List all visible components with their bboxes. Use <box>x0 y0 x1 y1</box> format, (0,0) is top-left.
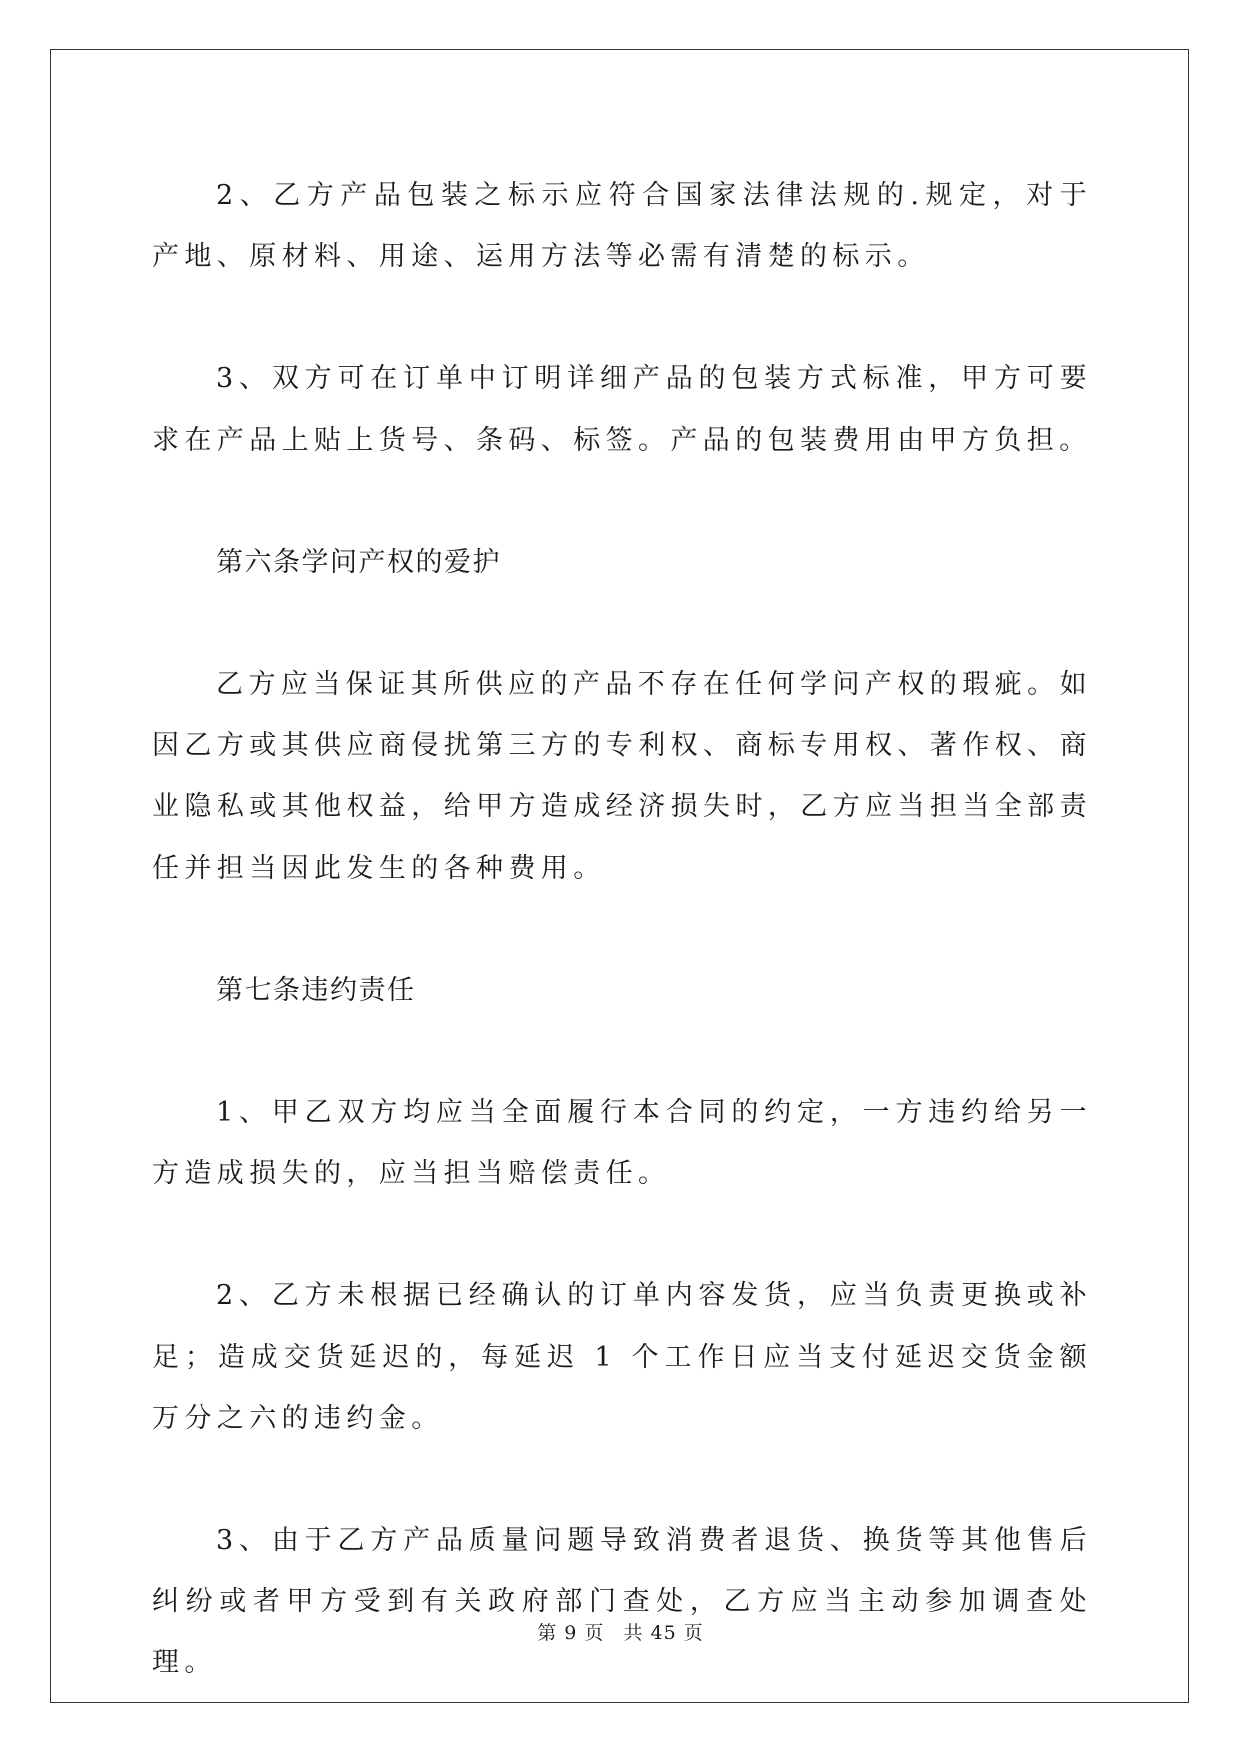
document-body <box>152 165 1092 1755</box>
paragraph-ip-guarantee: 乙方应当保证其所供应的产品不存在任何学问产权的瑕疵。如因乙方或其供应商侵扰第三方的专利权、商标专用权、著作权、商业隐私或其他权益，给甲方造成经济损失时，乙方应当担当全部责任并担当因此发生的各种费用。 <box>152 669 1092 884</box>
paragraph-breach-delivery: 2、乙方未根据已经确认的订单内容发货，应当负责更换或补足；造成交货延迟的，每延迟 1 个工作日应当支付延迟交货金额万分之六的违约金。 <box>152 1280 1092 1434</box>
page-total: 共 45 页 <box>623 1622 704 1644</box>
paragraph-packaging-standard: 3、双方可在订单中订明详细产品的包装方式标准，甲方可要求在产品上贴上货号、条码、标签。产品的包装费用由甲方负担。 <box>152 363 1092 456</box>
section-heading-ip: 第六条学问产权的爱护 <box>216 546 501 578</box>
paragraph-packaging-labeling: 2、乙方产品包装之标示应符合国家法律法规的.规定，对于产地、原材料、用途、运用方法等必需有清楚的标示。 <box>152 180 1092 273</box>
paragraph-breach-quality: 3、由于乙方产品质量问题导致消费者退货、换货等其他售后纠纷或者甲方受到有关政府部门查处，乙方应当主动参加调查处理。 <box>152 1525 1092 1679</box>
paragraph-breach-general: 1、甲乙双方均应当全面履行本合同的约定，一方违约给另一方造成损失的，应当担当赔偿责任。 <box>152 1097 1092 1190</box>
section-heading-breach: 第七条违约责任 <box>216 974 416 1006</box>
page-number: 第 9 页 <box>537 1622 605 1644</box>
page-footer <box>0 1618 1241 1645</box>
